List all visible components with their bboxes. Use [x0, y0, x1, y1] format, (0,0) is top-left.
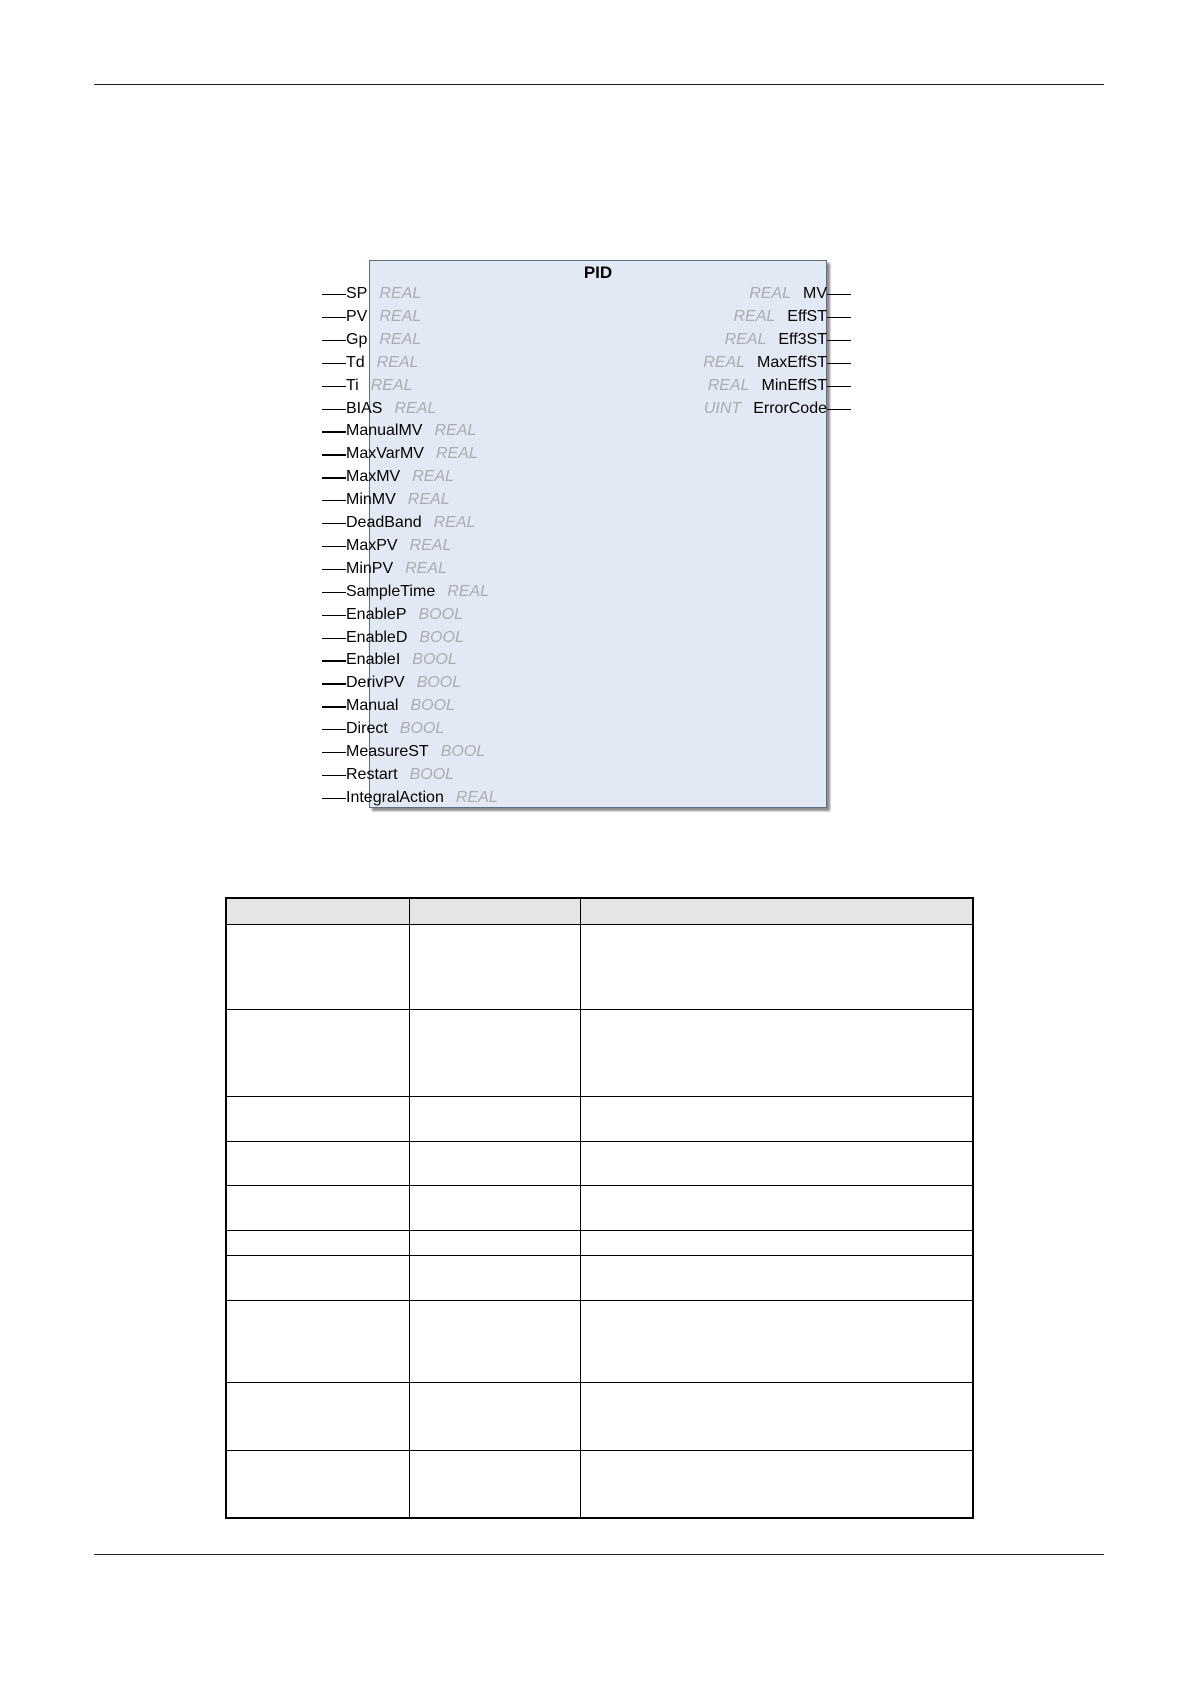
- table-row: [226, 1186, 973, 1231]
- table-cell: [580, 1186, 973, 1231]
- pin-name: Ti: [346, 376, 359, 394]
- pin-connector-line: [322, 615, 346, 616]
- pin-name: Gp: [346, 330, 368, 348]
- pin-name: MinMV: [346, 491, 396, 509]
- pin-name: EnableD: [346, 628, 408, 646]
- table-row: [226, 1450, 973, 1518]
- pin-type: REAL: [455, 788, 498, 806]
- input-pin-restart: [346, 764, 454, 787]
- input-pin-enablei: [346, 649, 457, 672]
- pin-connector-line: [827, 340, 851, 341]
- table-row: [226, 1256, 973, 1301]
- pin-name: Direct: [346, 720, 388, 738]
- pin-connector-line: [322, 729, 346, 730]
- table-cell: [580, 1141, 973, 1186]
- footer-rule: [94, 1554, 1104, 1555]
- table-cell: [580, 1300, 973, 1382]
- table-cell: [226, 1382, 409, 1450]
- pin-type: REAL: [749, 285, 791, 302]
- pin-type: REAL: [379, 285, 422, 302]
- table-cell: [409, 925, 580, 1010]
- pin-connector-line: [322, 706, 346, 707]
- pin-type: REAL: [447, 582, 490, 600]
- table-row: [226, 925, 973, 1010]
- pin-name: MinEffST: [761, 376, 827, 394]
- pin-name: MeasureST: [346, 743, 429, 760]
- pin-type: BOOL: [412, 651, 457, 669]
- pin-name: MaxEffST: [757, 353, 827, 371]
- pin-type: BOOL: [410, 697, 455, 715]
- pin-type: REAL: [435, 445, 478, 463]
- pin-type: BOOL: [418, 605, 463, 623]
- output-pin-effst: [733, 306, 827, 329]
- table-cell: [226, 1097, 409, 1142]
- table-cell: [226, 925, 409, 1010]
- pin-connector-line: [827, 294, 851, 295]
- table-cell: [580, 1256, 973, 1301]
- pin-type: REAL: [703, 353, 746, 371]
- pin-connector-line: [827, 317, 851, 318]
- table-cell: [409, 1010, 580, 1097]
- table-cell: [580, 1382, 973, 1450]
- input-pin-minmv: [346, 489, 450, 512]
- pin-name: Restart: [346, 765, 398, 783]
- pin-connector-line: [322, 409, 346, 410]
- input-pin-minpv: [346, 558, 447, 581]
- pin-connector-line: [322, 752, 346, 753]
- pin-name: PV: [346, 307, 368, 325]
- input-pin-integralaction: [346, 787, 498, 810]
- pin-name: DeadBand: [346, 514, 422, 531]
- pin-type: REAL: [370, 376, 413, 394]
- table-header-row: [226, 898, 973, 925]
- output-pin-mineffst: [708, 375, 827, 398]
- pin-connector-line: [322, 798, 346, 799]
- table-cell: [580, 1010, 973, 1097]
- input-pin-direct: [346, 718, 444, 741]
- pin-connector-line: [322, 317, 346, 318]
- input-pin-measurest: [346, 741, 485, 764]
- pin-connector-line: [322, 660, 346, 661]
- pin-connector-line: [827, 363, 851, 364]
- pin-type: REAL: [724, 330, 767, 348]
- table-cell: [226, 1141, 409, 1186]
- pin-connector-line: [322, 592, 346, 593]
- table-cell: [409, 1450, 580, 1518]
- table-cell: [226, 1230, 409, 1255]
- pin-name: Manual: [346, 697, 399, 715]
- pin-name: MinPV: [346, 559, 394, 577]
- pin-name: ErrorCode: [753, 399, 827, 417]
- pin-name: EffST: [787, 307, 827, 325]
- input-pin-sp: [346, 283, 421, 306]
- table-row: [226, 1230, 973, 1255]
- table-cell: [409, 1300, 580, 1382]
- table-header-cell: [580, 898, 973, 925]
- pin-type: REAL: [405, 559, 447, 577]
- pin-connector-line: [322, 431, 346, 432]
- output-pin-errorcode: [704, 398, 827, 421]
- input-pin-deadband: [346, 512, 475, 535]
- table-cell: [226, 1010, 409, 1097]
- table-row: [226, 1382, 973, 1450]
- table-cell: [226, 1300, 409, 1382]
- table-cell: [226, 1256, 409, 1301]
- pin-connector-line: [322, 775, 346, 776]
- input-pin-maxpv: [346, 535, 451, 558]
- pin-name: Td: [346, 353, 365, 371]
- table-cell: [409, 1382, 580, 1450]
- pin-connector-line: [322, 523, 346, 524]
- table-cell: [226, 1450, 409, 1518]
- pin-connector-line: [322, 454, 346, 455]
- pin-type: REAL: [379, 307, 422, 325]
- table-row: [226, 1010, 973, 1097]
- pin-type: REAL: [433, 514, 476, 531]
- pin-type: UINT: [703, 399, 742, 417]
- table-cell: [580, 925, 973, 1010]
- pin-connector-line: [322, 500, 346, 501]
- input-pin-maxmv: [346, 466, 454, 489]
- table-cell: [580, 1097, 973, 1142]
- pin-name: SampleTime: [346, 582, 436, 600]
- pin-name: Eff3ST: [778, 330, 827, 348]
- input-pin-gp: [346, 329, 421, 352]
- pin-name: DerivPV: [346, 674, 405, 692]
- pin-name: IntegralAction: [346, 788, 444, 806]
- table-cell: [580, 1450, 973, 1518]
- pin-connector-line: [322, 683, 346, 684]
- pin-type: REAL: [707, 376, 750, 394]
- pin-type: BOOL: [440, 743, 486, 760]
- pin-name: MaxVarMV: [346, 445, 424, 463]
- pin-type: REAL: [379, 330, 422, 348]
- pin-name: SP: [346, 285, 368, 302]
- pin-connector-line: [322, 386, 346, 387]
- input-pin-derivpv: [346, 672, 461, 695]
- table-header-cell: [409, 898, 580, 925]
- table-row: [226, 1097, 973, 1142]
- pin-type: BOOL: [409, 765, 455, 783]
- pin-type: REAL: [376, 353, 419, 371]
- table-cell: [409, 1097, 580, 1142]
- pin-name: MV: [803, 285, 827, 302]
- pin-connector-line: [322, 340, 346, 341]
- output-pin-maxeffst: [703, 352, 827, 375]
- pin-connector-line: [827, 409, 851, 410]
- pin-name: EnableP: [346, 605, 407, 623]
- output-pin-mv: [749, 283, 827, 306]
- table-cell: [226, 1186, 409, 1231]
- pin-type: BOOL: [399, 720, 445, 738]
- table-row: [226, 1300, 973, 1382]
- output-pin-eff3st: [725, 329, 827, 352]
- pin-name: MaxPV: [346, 536, 398, 554]
- input-pin-maxvarmv: [346, 443, 478, 466]
- table-cell: [409, 1141, 580, 1186]
- table-cell: [409, 1186, 580, 1231]
- pin-name: EnableI: [346, 651, 401, 669]
- table-cell: [580, 1230, 973, 1255]
- pin-type: REAL: [733, 307, 776, 325]
- pin-type: REAL: [434, 422, 477, 440]
- pin-type: REAL: [407, 491, 450, 509]
- table-header-cell: [226, 898, 409, 925]
- pin-connector-line: [322, 477, 346, 478]
- pin-connector-line: [827, 386, 851, 387]
- input-pin-enablep: [346, 604, 463, 627]
- pin-type: REAL: [412, 468, 455, 486]
- input-pin-pv: [346, 306, 421, 329]
- pin-name: MaxMV: [346, 468, 401, 486]
- input-pin-ti: [346, 375, 413, 398]
- table-row: [226, 1141, 973, 1186]
- pin-connector-line: [322, 546, 346, 547]
- table-cell: [409, 1256, 580, 1301]
- parameter-table: [225, 897, 974, 1519]
- pin-name: ManualMV: [346, 422, 423, 440]
- pin-type: REAL: [394, 399, 437, 417]
- pin-connector-line: [322, 569, 346, 570]
- pin-connector-line: [322, 363, 346, 364]
- pin-type: BOOL: [419, 628, 464, 646]
- input-pin-manualmv: [346, 420, 476, 443]
- input-pin-sampletime: [346, 581, 489, 604]
- input-pin-enabled: [346, 627, 464, 650]
- pin-type: BOOL: [416, 674, 462, 692]
- block-title: PID: [583, 263, 613, 282]
- input-pin-bias: [346, 398, 436, 421]
- input-pin-td: [346, 352, 418, 375]
- pin-name: BIAS: [346, 399, 383, 417]
- pin-connector-line: [322, 294, 346, 295]
- header-rule: [94, 84, 1104, 85]
- pin-type: REAL: [409, 536, 452, 554]
- input-pin-manual: [346, 695, 455, 718]
- table-cell: [409, 1230, 580, 1255]
- pin-connector-line: [322, 638, 346, 639]
